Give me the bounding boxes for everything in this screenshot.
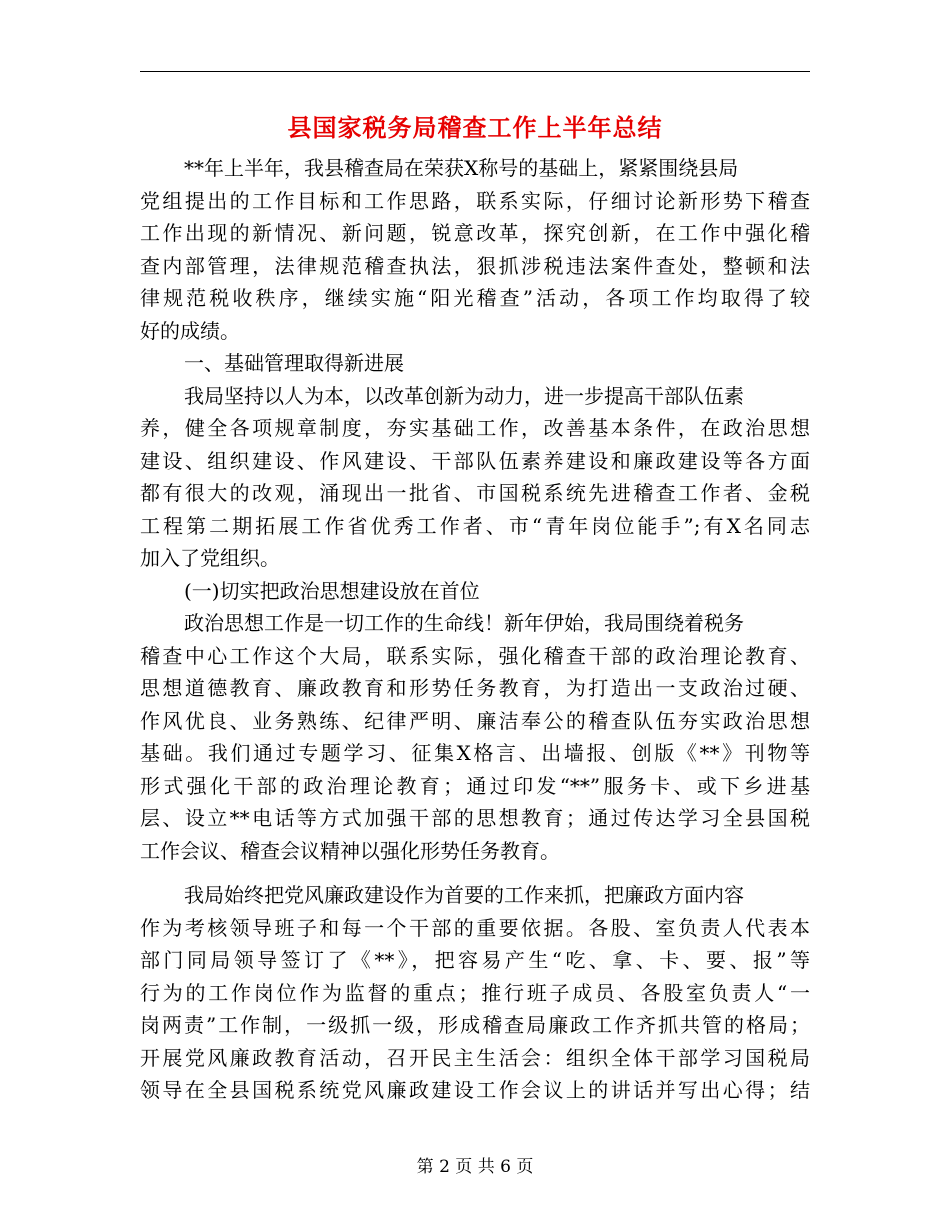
text-line: 好的成绩。: [140, 318, 240, 343]
text-line: 律规范税收秩序，继续实施“阳光稽查”活动，各项工作均取得了较: [140, 286, 810, 310]
text-line: 党组提出的工作目标和工作思路，联系实际，仔细讨论新形势下稽查: [140, 188, 810, 213]
document-title: 县国家税务局稽查工作上半年总结: [287, 113, 663, 142]
subsection-heading: (一)切实把政治思想建设放在首位: [184, 578, 480, 603]
text-line: 养，健全各项规章制度，夯实基础工作，改善基本条件，在政治思想: [140, 416, 810, 440]
text-line: 思想道德教育、廉政教育和形势任务教育，为打造出一支政治过硬、: [140, 676, 810, 700]
text-line: 岗两责”工作制，一级抓一级，形成稽查局廉政工作齐抓共管的格局；: [140, 1013, 810, 1037]
text-line: 我局始终把党风廉政建设作为首要的工作来抓，把廉政方面内容: [184, 883, 744, 907]
text-line: 行为的工作岗位作为监督的重点；推行班子成员、各股室负责人“一: [140, 980, 810, 1005]
text-line: 作为考核领导班子和每一个干部的重要依据。各股、室负责人代表本: [140, 915, 810, 940]
text-line: 政治思想工作是一切工作的生命线！新年伊始，我局围绕着税务: [184, 611, 744, 635]
text-line: 开展党风廉政教育活动，召开民主生活会：组织全体干部学习国税局: [140, 1045, 810, 1070]
text-line: 领导在全县国税系统党风廉政建设工作会议上的讲话并写出心得；结: [140, 1078, 810, 1102]
section-heading: 一、基础管理取得新进展: [184, 351, 404, 375]
text-line: 加入了党组织。: [140, 546, 280, 570]
text-line: 工程第二期拓展工作省优秀工作者、市“青年岗位能手”;有X名同志: [140, 513, 810, 538]
text-line: 形式强化干部的政治理论教育；通过印发“**”服务卡、或下乡进基: [140, 773, 810, 798]
text-line: 我局坚持以人为本，以改革创新为动力，进一步提高干部队伍素: [184, 383, 744, 408]
text-line: 基础。我们通过专题学习、征集X格言、出墙报、创版《**》刊物等: [140, 741, 810, 765]
text-line: 都有很大的改观，涌现出一批省、市国税系统先进稽查工作者、金税: [140, 481, 810, 505]
text-line: 稽查中心工作这个大局，联系实际，强化稽查干部的政治理论教育、: [140, 643, 810, 668]
page-number: 第 2 页 共 6 页: [416, 1157, 534, 1177]
text-line: 工作出现的新情况、新问题，锐意改革，探究创新，在工作中强化稽: [140, 221, 810, 245]
text-line: **年上半年，我县稽查局在荣获X称号的基础上，紧紧围绕县局: [184, 156, 739, 180]
text-line: 部门同局领导签订了《**》，把容易产生“吃、拿、卡、要、报”等: [140, 948, 810, 972]
text-line: 查内部管理，法律规范稽查执法，狠抓涉税违法案件查处，整顿和法: [140, 253, 810, 278]
text-line: 建设、组织建设、作风建设、干部队伍素养建设和廉政建设等各方面: [140, 448, 810, 473]
text-line: 作风优良、业务熟练、纪律严明、廉洁奉公的稽查队伍夯实政治思想: [140, 708, 810, 733]
text-line: 工作会议、稽查会议精神以强化形势任务教育。: [140, 838, 560, 863]
document-body: [140, 152, 810, 1107]
header-rule: [140, 71, 810, 72]
text-line: 层、设立**电话等方式加强干部的思想教育；通过传达学习全县国税: [140, 806, 810, 830]
paragraph-spacer: [140, 867, 810, 879]
